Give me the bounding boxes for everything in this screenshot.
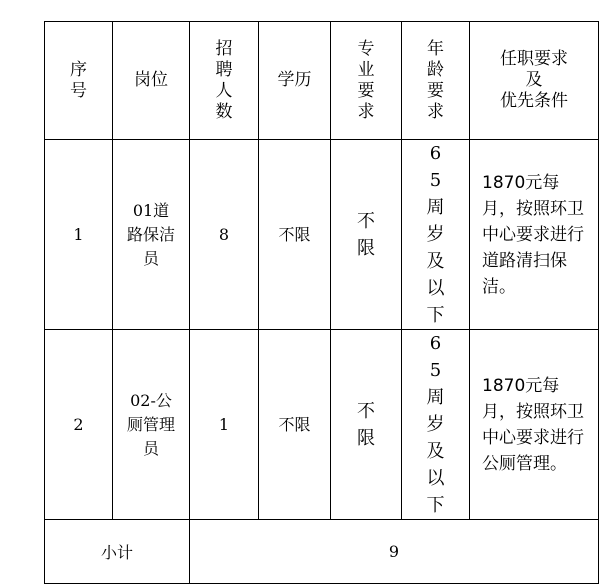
header-age: 年龄要求 — [402, 22, 470, 140]
cell-education: 不限 — [259, 140, 331, 330]
cell-major: 不限 — [331, 140, 402, 330]
cell-count: 1 — [190, 330, 259, 520]
header-count: 招聘人数 — [190, 22, 259, 140]
subtotal-label: 小计 — [45, 520, 190, 584]
header-major: 专业要求 — [331, 22, 402, 140]
recruitment-table — [44, 21, 599, 584]
cell-major: 不限 — [331, 330, 402, 520]
header-requirement-line-1: 任职要求 — [500, 49, 568, 69]
cell-post: 02-公厕管理员 — [113, 330, 190, 520]
cell-age: 65周岁及以下 — [402, 140, 470, 330]
cell-age: 65周岁及以下 — [402, 330, 470, 520]
header-requirement — [470, 22, 599, 140]
header-requirement-line-2: 及 — [525, 70, 543, 90]
cell-requirement: 1870元每月，按照环卫中心要求进行道路清扫保洁。 — [470, 140, 599, 330]
header-post: 岗位 — [113, 22, 190, 140]
cell-requirement: 1870元每月，按照环卫中心要求进行公厕管理。 — [470, 330, 599, 520]
header-education: 学历 — [259, 22, 331, 140]
cell-post: 01道路保洁员 — [113, 140, 190, 330]
header-row — [45, 22, 599, 140]
subtotal-row — [45, 520, 599, 584]
cell-seq: 1 — [45, 140, 113, 330]
table-row — [45, 330, 599, 520]
header-requirement-line-3: 优先条件 — [500, 91, 568, 111]
subtotal-value: 9 — [190, 520, 599, 584]
header-seq: 序号 — [45, 22, 113, 140]
cell-seq: 2 — [45, 330, 113, 520]
table-row — [45, 140, 599, 330]
cell-count: 8 — [190, 140, 259, 330]
cell-education: 不限 — [259, 330, 331, 520]
